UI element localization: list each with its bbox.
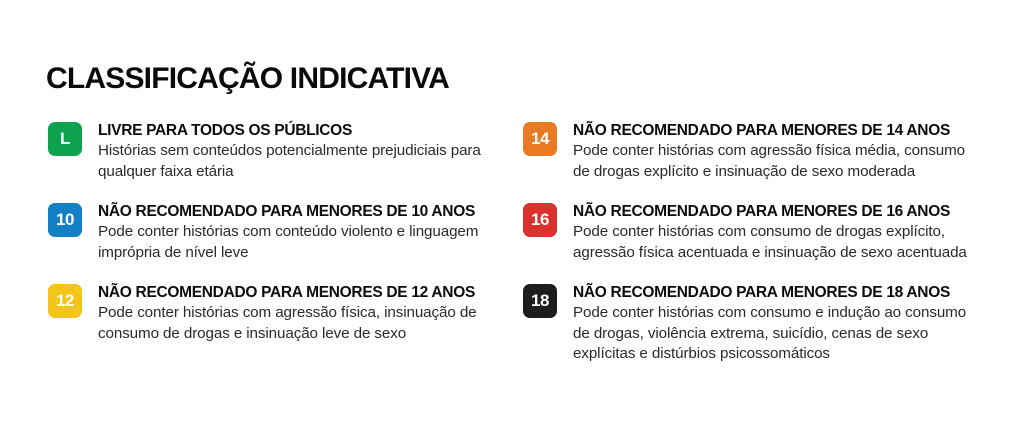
rating-item-livre [48, 121, 498, 182]
rating-title: NÃO RECOMENDADO PARA MENORES DE 10 ANOS [98, 203, 475, 220]
rating-description: Pode conter histórias com agressão física média, consumo de drogas explícito e insinuação de sexo moderada [573, 142, 965, 180]
rating-description: Pode conter histórias com conteúdo violento e linguagem imprópria de nível leve [98, 223, 479, 261]
rating-badge-16: 16 [523, 203, 557, 237]
page-title: CLASSIFICAÇÃO INDICATIVA [46, 62, 450, 96]
rating-title: LIVRE PARA TODOS OS PÚBLICOS [98, 122, 352, 139]
rating-text [573, 283, 988, 365]
ratings-column-right [523, 121, 988, 385]
rating-title: NÃO RECOMENDADO PARA MENORES DE 14 ANOS [573, 122, 950, 139]
rating-description: Pode conter histórias com agressão física, insinuação de consumo de drogas e insinuação leve de sexo [98, 304, 477, 342]
rating-text [98, 202, 498, 263]
rating-item-10 [48, 202, 498, 263]
rating-item-16 [523, 202, 988, 263]
rating-badge-l: L [48, 122, 82, 156]
rating-text [573, 121, 988, 182]
rating-text [573, 202, 988, 263]
rating-description: Histórias sem conteúdos potencialmente prejudiciais para qualquer faixa etária [98, 142, 481, 180]
rating-badge-12: 12 [48, 284, 82, 318]
rating-badge-10: 10 [48, 203, 82, 237]
rating-description: Pode conter histórias com consumo de drogas explícito, agressão física acentuada e insinuação de sexo acentuada [573, 223, 967, 261]
rating-text [98, 283, 498, 344]
rating-item-14 [523, 121, 988, 182]
ratings-column-left [48, 121, 498, 364]
rating-title: NÃO RECOMENDADO PARA MENORES DE 18 ANOS [573, 284, 950, 301]
rating-item-18 [523, 283, 988, 365]
rating-description: Pode conter histórias com consumo e indução ao consumo de drogas, violência extrema, suicídio, cenas de sexo explícitas e distúrbios psicossomáticos [573, 304, 967, 362]
rating-title: NÃO RECOMENDADO PARA MENORES DE 16 ANOS [573, 203, 950, 220]
rating-badge-14: 14 [523, 122, 557, 156]
rating-title: NÃO RECOMENDADO PARA MENORES DE 12 ANOS [98, 284, 475, 301]
rating-text [98, 121, 498, 182]
rating-item-12 [48, 283, 498, 344]
rating-badge-18: 18 [523, 284, 557, 318]
